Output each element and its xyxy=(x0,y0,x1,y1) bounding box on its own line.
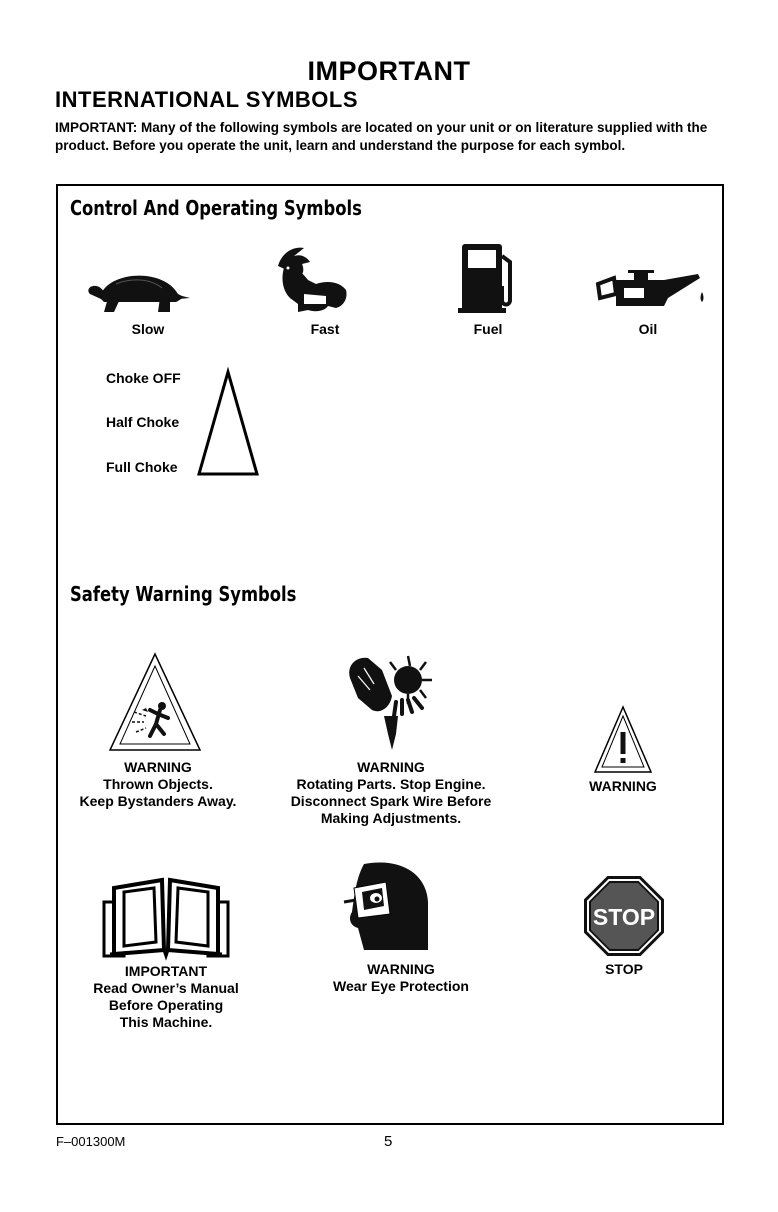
thrown-objects-line2: Keep Bystanders Away. xyxy=(79,793,237,809)
rotating-parts-icon xyxy=(344,650,440,752)
manual-caption xyxy=(66,963,266,1031)
manual-title: IMPORTANT xyxy=(124,963,208,979)
thrown-objects-title: WARNING xyxy=(124,759,192,775)
footer-code: F–001300M xyxy=(56,1134,126,1149)
eye-protection-icon xyxy=(342,858,436,956)
warning-caption xyxy=(568,778,678,795)
page-title: IMPORTANT xyxy=(307,56,471,86)
rotating-parts-title: WARNING xyxy=(357,759,425,775)
page-number: 5 xyxy=(384,1133,393,1150)
intro-text: IMPORTANT: Many of the following symbols are located on your unit or on literature supplied with the product. Before you operate the unit, learn and understand the purpose for each symbol. xyxy=(55,120,708,153)
choke-off-label: Choke OFF xyxy=(106,370,181,386)
full-choke-label: Full Choke xyxy=(106,459,178,475)
oil-label: Oil xyxy=(638,321,658,337)
thrown-objects-line1: Thrown Objects. xyxy=(103,776,213,792)
eye-protection-line1: Wear Eye Protection xyxy=(333,978,469,994)
choke-triangle-icon xyxy=(196,368,260,478)
book-icon xyxy=(100,876,232,958)
rotating-parts-line2: Disconnect Spark Wire Before xyxy=(290,793,492,809)
rotating-parts-line3: Making Adjustments. xyxy=(320,810,462,826)
half-choke-label: Half Choke xyxy=(106,414,180,430)
stop-sign-icon xyxy=(584,876,664,956)
turtle-icon xyxy=(86,268,196,316)
thrown-objects-icon xyxy=(106,650,204,754)
stop-sign-text: STOP xyxy=(592,904,656,930)
thrown-objects-caption xyxy=(58,759,258,810)
manual-line3: This Machine. xyxy=(119,1014,213,1030)
slow-label: Slow xyxy=(131,321,165,337)
oil-can-icon xyxy=(594,270,710,314)
manual-line1: Read Owner’s Manual xyxy=(93,980,239,996)
page-subtitle: INTERNATIONAL SYMBOLS xyxy=(55,87,359,112)
eye-protection-title: WARNING xyxy=(367,961,435,977)
warning-triangle-icon xyxy=(592,704,654,776)
rabbit-icon xyxy=(268,246,350,318)
fuel-label: Fuel xyxy=(473,321,503,337)
eye-protection-caption xyxy=(296,961,506,995)
warning-title: WARNING xyxy=(589,778,657,794)
fuel-pump-icon xyxy=(456,242,520,314)
rotating-parts-line1: Rotating Parts. Stop Engine. xyxy=(296,776,486,792)
manual-line2: Before Operating xyxy=(108,997,224,1013)
stop-title: STOP xyxy=(605,961,643,977)
stop-caption xyxy=(574,961,674,978)
control-section-heading: Control And Operating Symbols xyxy=(70,196,362,220)
rotating-parts-caption xyxy=(266,759,516,827)
fast-label: Fast xyxy=(310,321,340,337)
safety-section-heading: Safety Warning Symbols xyxy=(70,582,297,606)
